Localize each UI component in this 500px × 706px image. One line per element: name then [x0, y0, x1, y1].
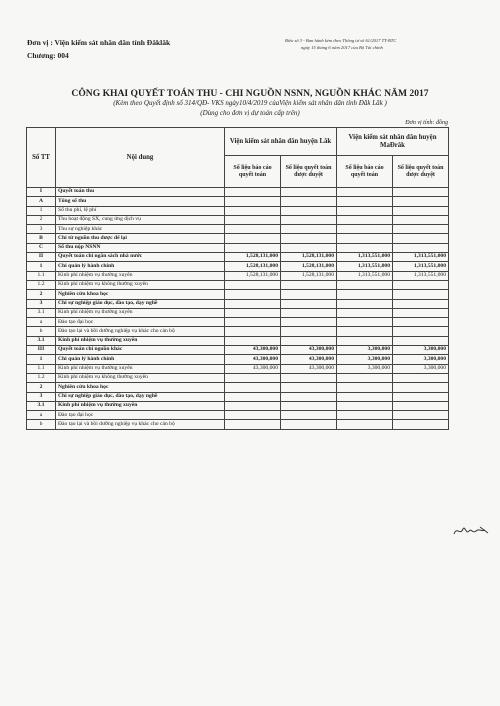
- row-content-cell: Quyết toán chi nguồn khác: [56, 346, 225, 355]
- table-row: [27, 234, 449, 243]
- lak-reported-cell: [225, 401, 281, 410]
- lak-approved-cell: [281, 392, 337, 401]
- lak-reported-cell: [225, 225, 281, 234]
- madrak-reported-cell: [337, 308, 393, 317]
- madrak-approved-cell: 3,300,000: [393, 346, 449, 355]
- header-content: Nội dung: [56, 128, 225, 188]
- table-row: [27, 225, 449, 234]
- header-stt: Số TT: [27, 128, 56, 188]
- header-madrak-reported: Số liệu báo cáo quyết toán: [337, 156, 393, 188]
- row-content-cell: Kinh phí nhiệm vụ thường xuyên: [56, 308, 225, 317]
- row-content-cell: Đào tạo đại học: [56, 318, 225, 327]
- row-stt-cell: 1: [27, 206, 56, 215]
- madrak-reported-cell: [337, 290, 393, 299]
- madrak-reported-cell: 1,313,551,000: [337, 262, 393, 271]
- madrak-approved-cell: [393, 420, 449, 429]
- madrak-approved-cell: [393, 234, 449, 243]
- row-stt-cell: A: [27, 197, 56, 206]
- table-row: [27, 308, 449, 317]
- table-row: [27, 355, 449, 364]
- row-stt-cell: a: [27, 318, 56, 327]
- chapter-code: Chương: 004: [27, 51, 69, 60]
- madrak-reported-cell: [337, 280, 393, 289]
- madrak-approved-cell: [393, 318, 449, 327]
- madrak-approved-cell: [393, 225, 449, 234]
- lak-reported-cell: 1,528,131,000: [225, 271, 281, 280]
- madrak-approved-cell: [393, 336, 449, 345]
- row-content-cell: Chi sự nghiệp giáo dục, đào tạo, dạy nghề: [56, 392, 225, 401]
- madrak-reported-cell: [337, 188, 393, 197]
- madrak-approved-cell: [393, 188, 449, 197]
- row-stt-cell: C: [27, 243, 56, 252]
- circular-note-line1: Biểu số 3 - Ban hành kèm theo Thông tư số 61/2017 TT-BTC: [285, 38, 397, 43]
- row-stt-cell: b: [27, 327, 56, 336]
- madrak-reported-cell: [337, 327, 393, 336]
- table-row: [27, 243, 449, 252]
- row-stt-cell: 3: [27, 392, 56, 401]
- row-stt-cell: 1.1: [27, 364, 56, 373]
- table-row: [27, 253, 449, 262]
- lak-approved-cell: [281, 206, 337, 215]
- madrak-reported-cell: 1,313,551,000: [337, 271, 393, 280]
- lak-reported-cell: [225, 420, 281, 429]
- lak-approved-cell: 1,528,131,000: [281, 271, 337, 280]
- table-row: [27, 383, 449, 392]
- lak-approved-cell: [281, 225, 337, 234]
- lak-reported-cell: [225, 318, 281, 327]
- row-stt-cell: 3.1: [27, 308, 56, 317]
- madrak-reported-cell: [337, 318, 393, 327]
- row-content-cell: Chi từ nguồn thu được để lại: [56, 234, 225, 243]
- row-content-cell: Kinh phí nhiệm vụ thường xuyên: [56, 271, 225, 280]
- lak-approved-cell: [281, 299, 337, 308]
- row-content-cell: Quyết toán chi ngân sách nhà nước: [56, 253, 225, 262]
- lak-approved-cell: [281, 373, 337, 382]
- lak-approved-cell: [281, 336, 337, 345]
- table-row: [27, 299, 449, 308]
- madrak-approved-cell: 3,300,000: [393, 364, 449, 373]
- madrak-approved-cell: 1,313,551,000: [393, 262, 449, 271]
- row-content-cell: Kinh phí nhiệm vụ thường xuyên: [56, 401, 225, 410]
- madrak-approved-cell: 3,300,000: [393, 355, 449, 364]
- madrak-reported-cell: 3,300,000: [337, 364, 393, 373]
- lak-reported-cell: [225, 188, 281, 197]
- lak-approved-cell: 1,528,131,000: [281, 262, 337, 271]
- madrak-reported-cell: 3,300,000: [337, 355, 393, 364]
- lak-approved-cell: [281, 243, 337, 252]
- table-row: [27, 392, 449, 401]
- lak-reported-cell: 1,528,131,000: [225, 253, 281, 262]
- lak-reported-cell: 43,300,000: [225, 355, 281, 364]
- madrak-reported-cell: 1,313,551,000: [337, 253, 393, 262]
- row-content-cell: Kinh phí nhiệm vụ thường xuyên: [56, 336, 225, 345]
- lak-approved-cell: [281, 308, 337, 317]
- row-stt-cell: 3.1: [27, 401, 56, 410]
- lak-reported-cell: [225, 336, 281, 345]
- lak-approved-cell: [281, 215, 337, 224]
- madrak-reported-cell: 3,300,000: [337, 346, 393, 355]
- table-row: [27, 206, 449, 215]
- madrak-reported-cell: [337, 243, 393, 252]
- madrak-reported-cell: [337, 336, 393, 345]
- lak-approved-cell: [281, 280, 337, 289]
- row-content-cell: Quyết toán thu: [56, 188, 225, 197]
- madrak-reported-cell: [337, 392, 393, 401]
- lak-approved-cell: 43,300,000: [281, 355, 337, 364]
- madrak-approved-cell: [393, 280, 449, 289]
- madrak-approved-cell: [393, 197, 449, 206]
- madrak-reported-cell: [337, 401, 393, 410]
- row-stt-cell: 3: [27, 299, 56, 308]
- madrak-approved-cell: 1,313,551,000: [393, 271, 449, 280]
- madrak-reported-cell: [337, 373, 393, 382]
- madrak-approved-cell: [393, 392, 449, 401]
- lak-reported-cell: [225, 280, 281, 289]
- header-madrak-district: Viện kiểm sát nhân dân huyện MaĐrăk: [337, 128, 449, 156]
- lak-reported-cell: [225, 215, 281, 224]
- madrak-reported-cell: [337, 206, 393, 215]
- row-stt-cell: 2: [27, 290, 56, 299]
- row-stt-cell: III: [27, 346, 56, 355]
- row-content-cell: Chi quản lý hành chính: [56, 355, 225, 364]
- header-lak-approved: Số liệu quyết toán được duyệt: [281, 156, 337, 188]
- lak-reported-cell: 43,300,000: [225, 346, 281, 355]
- lak-approved-cell: [281, 411, 337, 420]
- lak-approved-cell: [281, 290, 337, 299]
- lak-approved-cell: [281, 420, 337, 429]
- lak-reported-cell: [225, 373, 281, 382]
- table-row: [27, 373, 449, 382]
- header-lak-district: Viện kiểm sát nhân dân huyện Lăk: [225, 128, 337, 156]
- lak-reported-cell: 1,528,131,000: [225, 262, 281, 271]
- madrak-reported-cell: [337, 420, 393, 429]
- row-stt-cell: 3.1: [27, 336, 56, 345]
- table-row: [27, 327, 449, 336]
- handwritten-initials: [452, 522, 492, 540]
- agency-name: Đơn vị : Viện kiểm sát nhân dân tỉnh Đăklăk: [27, 38, 171, 47]
- page-title: CÔNG KHAI QUYẾT TOÁN THU - CHI NGUỒN NSNN, NGUỒN KHÁC NĂM 2017: [71, 88, 429, 99]
- row-content-cell: Đào tạo lại và bồi dưỡng nghiệp vụ khác cho cán bộ: [56, 420, 225, 429]
- row-content-cell: Nghiên cứu khoa học: [56, 383, 225, 392]
- row-stt-cell: 3: [27, 225, 56, 234]
- madrak-approved-cell: 1,313,551,000: [393, 253, 449, 262]
- table-row: [27, 411, 449, 420]
- row-content-cell: Chi quản lý hành chính: [56, 262, 225, 271]
- row-content-cell: Đào tạo lại và bồi dưỡng nghiệp vụ khác cho cán bộ: [56, 327, 225, 336]
- madrak-approved-cell: [393, 327, 449, 336]
- row-stt-cell: 1: [27, 262, 56, 271]
- madrak-approved-cell: [393, 290, 449, 299]
- madrak-approved-cell: [393, 206, 449, 215]
- madrak-reported-cell: [337, 411, 393, 420]
- lak-approved-cell: [281, 401, 337, 410]
- table-row: [27, 271, 449, 280]
- lak-approved-cell: [281, 318, 337, 327]
- table-row: [27, 401, 449, 410]
- lak-reported-cell: [225, 327, 281, 336]
- madrak-reported-cell: [337, 215, 393, 224]
- table-row: [27, 188, 449, 197]
- table-row: [27, 318, 449, 327]
- row-content-cell: Kinh phí nhiệm vụ không thường xuyên: [56, 373, 225, 382]
- table-row: [27, 215, 449, 224]
- row-stt-cell: 2: [27, 383, 56, 392]
- lak-approved-cell: [281, 234, 337, 243]
- table-row: [27, 364, 449, 373]
- lak-approved-cell: 43,300,000: [281, 346, 337, 355]
- row-stt-cell: II: [27, 253, 56, 262]
- lak-reported-cell: [225, 299, 281, 308]
- lak-reported-cell: [225, 383, 281, 392]
- row-content-cell: Kinh phí nhiệm vụ thường xuyên: [56, 364, 225, 373]
- row-content-cell: Tổng số thu: [56, 197, 225, 206]
- madrak-approved-cell: [393, 215, 449, 224]
- madrak-approved-cell: [393, 411, 449, 420]
- row-content-cell: Số thu phí, lệ phí: [56, 206, 225, 215]
- madrak-approved-cell: [393, 243, 449, 252]
- madrak-reported-cell: [337, 225, 393, 234]
- row-content-cell: Kinh phí nhiệm vụ không thường xuyên: [56, 280, 225, 289]
- currency-unit: Đơn vị tính: đồng: [405, 120, 448, 126]
- madrak-reported-cell: [337, 383, 393, 392]
- lak-approved-cell: [281, 327, 337, 336]
- lak-approved-cell: 43,300,000: [281, 364, 337, 373]
- table-row: [27, 280, 449, 289]
- lak-approved-cell: [281, 197, 337, 206]
- madrak-reported-cell: [337, 197, 393, 206]
- header-lak-reported: Số liệu báo cáo quyết toán: [225, 156, 281, 188]
- lak-approved-cell: 1,528,131,000: [281, 253, 337, 262]
- lak-reported-cell: [225, 234, 281, 243]
- row-content-cell: Đào tạo đại học: [56, 411, 225, 420]
- settlement-table: [26, 127, 449, 430]
- lak-reported-cell: [225, 197, 281, 206]
- madrak-approved-cell: [393, 308, 449, 317]
- lak-reported-cell: [225, 392, 281, 401]
- table-row: [27, 420, 449, 429]
- lak-approved-cell: [281, 383, 337, 392]
- madrak-approved-cell: [393, 373, 449, 382]
- madrak-approved-cell: [393, 299, 449, 308]
- row-content-cell: Số thu nộp NSNN: [56, 243, 225, 252]
- row-stt-cell: 1.2: [27, 280, 56, 289]
- row-content-cell: Thu hoạt động SX, cung ứng dịch vụ: [56, 215, 225, 224]
- circular-note: [285, 37, 470, 51]
- table-row: [27, 197, 449, 206]
- table-row: [27, 290, 449, 299]
- row-stt-cell: 2: [27, 215, 56, 224]
- row-content-cell: Thu sự nghiệp khác: [56, 225, 225, 234]
- header-madrak-approved: Số liệu quyết toán được duyệt: [393, 156, 449, 188]
- madrak-reported-cell: [337, 299, 393, 308]
- row-stt-cell: b: [27, 420, 56, 429]
- lak-reported-cell: 43,300,000: [225, 364, 281, 373]
- table-row: [27, 336, 449, 345]
- lak-reported-cell: [225, 411, 281, 420]
- lak-reported-cell: [225, 290, 281, 299]
- row-stt-cell: I: [27, 188, 56, 197]
- row-stt-cell: 1.1: [27, 271, 56, 280]
- row-stt-cell: B: [27, 234, 56, 243]
- lak-reported-cell: [225, 206, 281, 215]
- madrak-approved-cell: [393, 383, 449, 392]
- lak-reported-cell: [225, 243, 281, 252]
- row-stt-cell: 1.2: [27, 373, 56, 382]
- row-stt-cell: a: [27, 411, 56, 420]
- table-row: [27, 346, 449, 355]
- decision-subtitle: (Kèm theo Quyết định số 314/QĐ- VKS ngày10/4/2019 củaViện kiểm sát nhân dân tỉnh Đăk Lăk ): [113, 99, 387, 107]
- agency-header: [27, 36, 170, 62]
- row-content-cell: Chi sự nghiệp giáo dục, đào tạo, dạy nghề: [56, 299, 225, 308]
- row-stt-cell: 1: [27, 355, 56, 364]
- usage-subtitle: (Dùng cho đơn vị dự toán cấp trên): [200, 109, 300, 117]
- row-content-cell: Nghiên cứu khoa học: [56, 290, 225, 299]
- circular-note-line2: ngày 15 tháng 6 năm 2017 của Bộ Tài chính: [301, 45, 383, 50]
- lak-approved-cell: [281, 188, 337, 197]
- table-row: [27, 262, 449, 271]
- madrak-approved-cell: [393, 401, 449, 410]
- madrak-reported-cell: [337, 234, 393, 243]
- lak-reported-cell: [225, 308, 281, 317]
